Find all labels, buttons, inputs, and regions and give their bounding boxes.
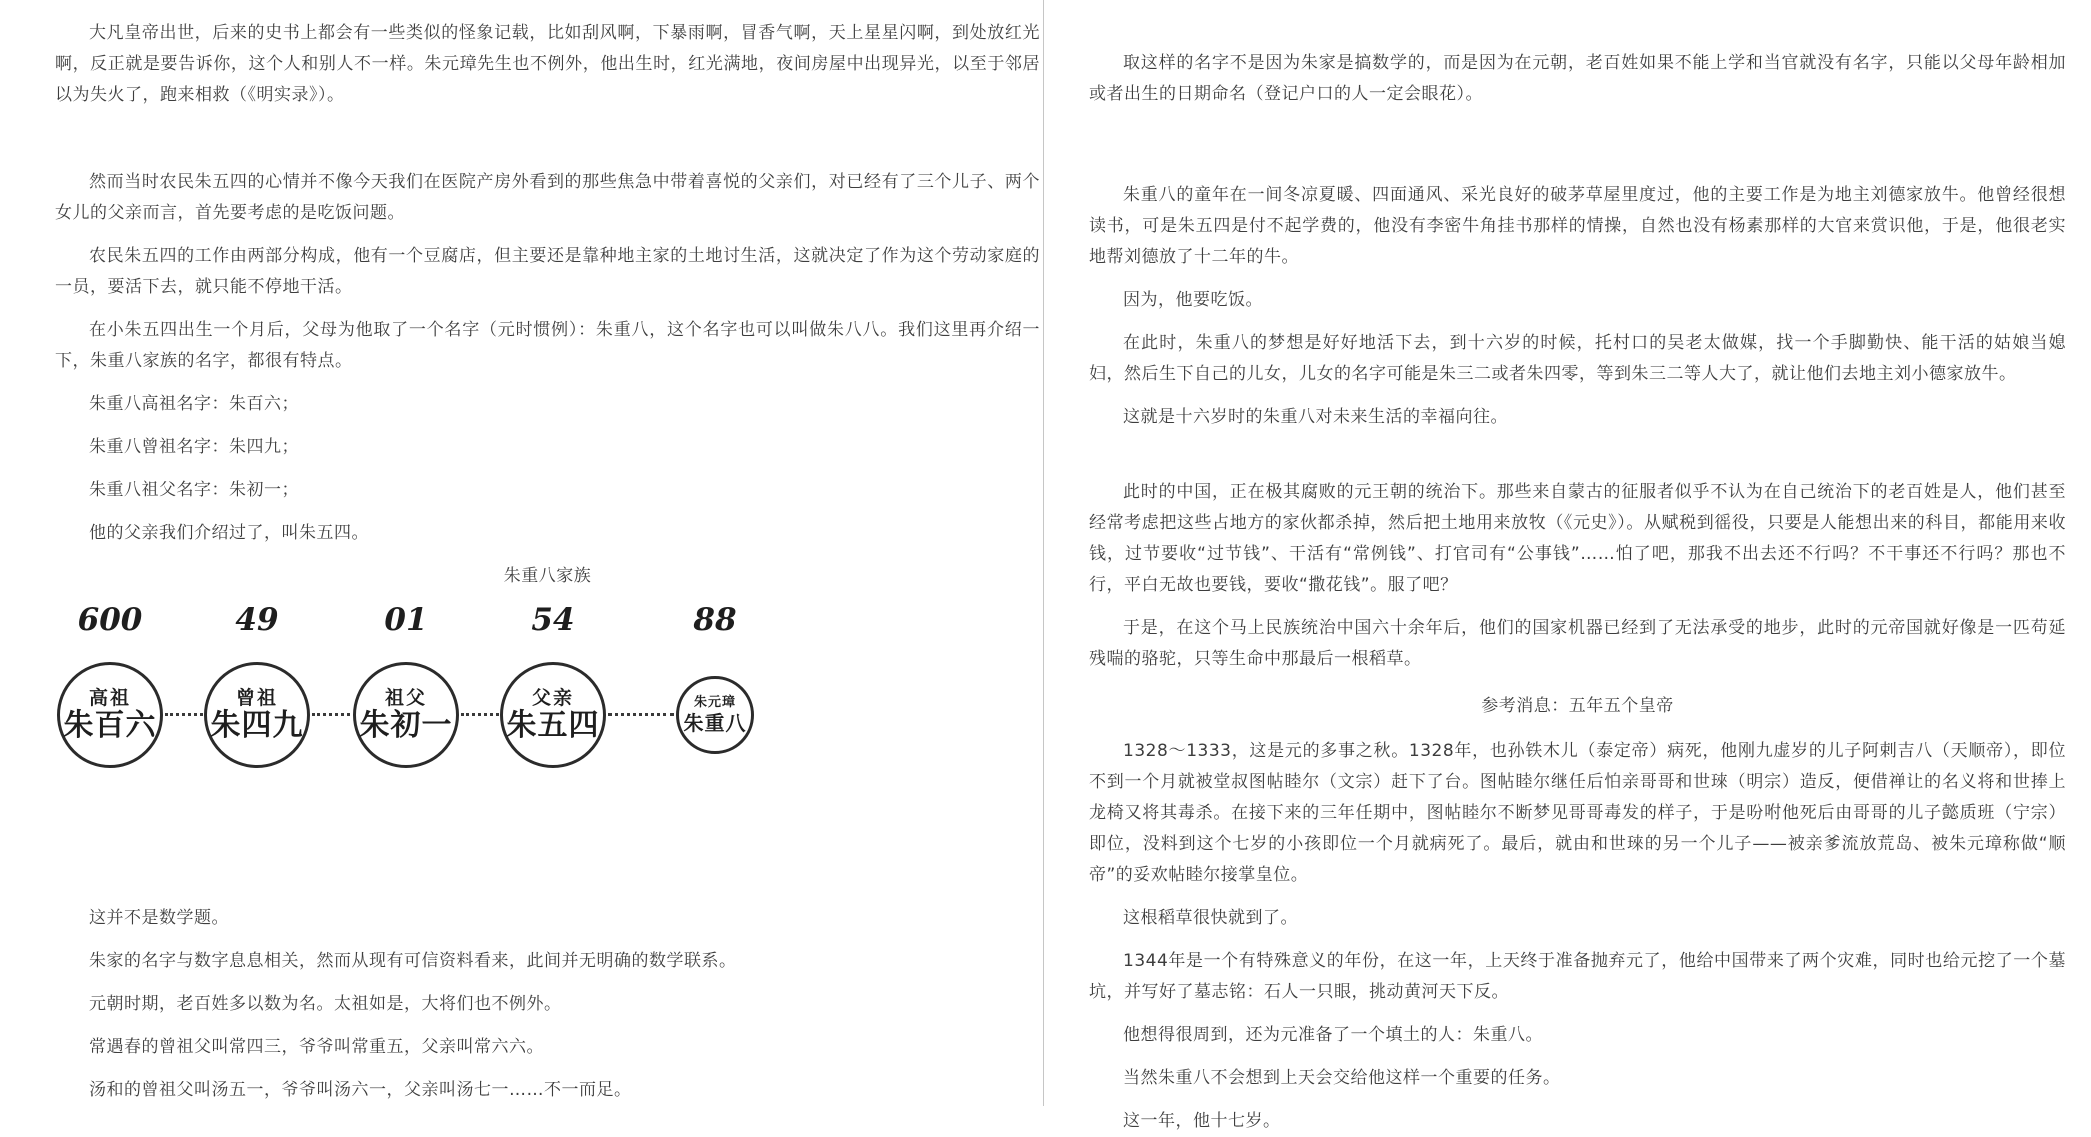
page-left xyxy=(0,0,1043,1106)
paragraph: 于是，在这个马上民族统治中国六十余年后，他们的国家机器已经到了无法承受的地步，此时的元帝国就好像是一匹苟延残喘的骆驼，只等生命中那最后一根稻草。 xyxy=(1089,618,2066,669)
section-heading: 参考消息：五年五个皇帝 xyxy=(1481,696,1674,716)
tree-node-name: 朱四九 xyxy=(210,708,304,743)
paragraph: 这一年，他十七岁。 xyxy=(1123,1111,1281,1131)
tree-connector xyxy=(312,713,350,716)
tree-connector xyxy=(165,713,203,716)
paragraph: 元朝时期，老百姓多以数为名。太祖如是，大将们也不例外。 xyxy=(89,994,562,1014)
tree-node-circle xyxy=(204,662,310,768)
paragraph: 因为，他要吃饭。 xyxy=(1123,290,1263,310)
paragraph: 在小朱五四出生一个月后，父母为他取了一个名字（元时惯例）：朱重八，这个名字也可以叫做朱八八。我们这里再介绍一下，朱重八家族的名字，都很有特点。 xyxy=(55,320,1040,371)
paragraph: 这并不是数学题。 xyxy=(89,908,229,928)
tree-node-number: 01 xyxy=(384,602,428,638)
paragraph: 他想得很周到，还为元准备了一个填土的人：朱重八。 xyxy=(1123,1025,1543,1045)
paragraph: 这根稻草很快就到了。 xyxy=(1123,908,1298,928)
tree-connector xyxy=(608,713,674,716)
tree-node-name: 朱五四 xyxy=(506,708,600,743)
tree-node-role: 祖父 xyxy=(384,687,427,709)
paragraph: 1328～1333，这是元的多事之秋。1328年，也孙铁木儿（泰定帝）病死，他刚九虚岁的儿子阿剌吉八（天顺帝），即位不到一个月就被堂叔图帖睦尔（文宗）赶下了台。图帖睦尔继任后怕亲哥哥和世琜（明宗）造反，便借禅让的名义将和世捧上龙椅又将其毒杀。在接下来的三年任期中，图帖睦尔不断梦见哥哥毒发的样子，于是吩咐他死后由哥哥的儿子懿质班（宁宗）即位，没料到这个七岁的小孩即位一个月就病死了。最后，就由和世琜的另一个儿子——被亲爹流放荒岛、被朱元璋称做“顺帝”的妥欢帖睦尔接掌皇位。 xyxy=(1089,741,2066,885)
family-tree-title: 朱重八家族 xyxy=(503,566,592,586)
tree-node-name: 朱重八 xyxy=(683,711,747,735)
paragraph: 农民朱五四的工作由两部分构成，他有一个豆腐店，但主要还是靠种地主家的土地讨生活，这就决定了作为这个劳动家庭的一员，要活下去，就只能不停地干活。 xyxy=(55,246,1040,297)
paragraph: 大凡皇帝出世，后来的史书上都会有一些类似的怪象记载，比如刮风啊，下暴雨啊，冒香气啊，天上星星闪啊，到处放红光啊，反正就是要告诉你，这个人和别人不一样。朱元璋先生也不例外，他出生时，红光满地，夜间房屋中出现异光，以至于邻居以为失火了，跑来相救（《明实录》）。 xyxy=(55,23,1040,105)
paragraph: 在此时，朱重八的梦想是好好地活下去，到十六岁的时候，托村口的吴老太做媒，找一个手脚勤快、能干活的姑娘当媳妇，然后生下自己的儿女，儿女的名字可能是朱三二或者朱四零，等到朱三二等人大了，就让他们去地主刘小德家放牛。 xyxy=(1089,333,2066,384)
tree-node-name: 朱初一 xyxy=(359,708,453,743)
paragraph: 当然朱重八不会想到上天会交给他这样一个重要的任务。 xyxy=(1123,1068,1561,1088)
name-list-item: 朱重八祖父名字：朱初一； xyxy=(89,480,299,500)
paragraph: 朱家的名字与数字息息相关，然而从现有可信资料看来，此间并无明确的数学联系。 xyxy=(89,951,737,971)
tree-node-name: 朱百六 xyxy=(63,708,157,743)
paragraph: 此时的中国，正在极其腐败的元王朝的统治下。那些来自蒙古的征服者似乎不认为在自己统治下的老百姓是人，他们甚至经常考虑把这些占地方的家伙都杀掉，然后把土地用来放牧（《元史》）。从赋税到徭役，只要是人能想出来的科目，都能用来收钱，过节要收“过节钱”、干活有“常例钱”、打官司有“公事钱”……怕了吧，那我不出去还不行吗？不干事还不行吗？那也不行，平白无故也要钱，要收“撒花钱”。服了吧？ xyxy=(1089,482,2066,595)
page-right xyxy=(1044,0,2091,1131)
tree-node-circle xyxy=(676,676,754,754)
tree-node-circle xyxy=(353,662,459,768)
tree-node-number: 54 xyxy=(531,602,575,638)
name-list-item: 他的父亲我们介绍过了，叫朱五四。 xyxy=(89,523,369,543)
tree-node-number: 600 xyxy=(77,602,143,638)
tree-node-role: 高祖 xyxy=(88,687,131,709)
tree-node-number: 49 xyxy=(235,602,279,638)
tree-connector xyxy=(461,713,499,716)
tree-node-circle xyxy=(57,662,163,768)
name-list-item: 朱重八高祖名字：朱百六； xyxy=(89,394,299,414)
family-tree-diagram xyxy=(55,600,1040,835)
paragraph: 1344年是一个有特殊意义的年份，在这一年，上天终于准备抛弃元了，他给中国带来了两个灾难，同时也给元挖了一个墓坑，并写好了墓志铭：石人一只眼，挑动黄河天下反。 xyxy=(1089,951,2066,1002)
paragraph: 这就是十六岁时的朱重八对未来生活的幸福向往。 xyxy=(1123,407,1508,427)
name-list-item: 朱重八曾祖名字：朱四九； xyxy=(89,437,299,457)
paragraph: 朱重八的童年在一间冬凉夏暖、四面通风、采光良好的破茅草屋里度过，他的主要工作是为地主刘德家放牛。他曾经很想读书，可是朱五四是付不起学费的，他没有李密牛角挂书那样的情操，自然也没有杨素那样的大官来赏识他，于是，他很老实地帮刘德放了十二年的牛。 xyxy=(1089,185,2066,267)
tree-node-number: 88 xyxy=(693,602,737,638)
tree-node-role: 曾祖 xyxy=(235,687,278,709)
paragraph: 取这样的名字不是因为朱家是搞数学的，而是因为在元朝，老百姓如果不能上学和当官就没有名字，只能以父母年龄相加或者出生的日期命名（登记户口的人一定会眼花）。 xyxy=(1089,53,2066,104)
paragraph: 常遇春的曾祖父叫常四三，爷爷叫常重五，父亲叫常六六。 xyxy=(89,1037,544,1057)
tree-node-role: 朱元璋 xyxy=(693,695,736,710)
tree-node-role: 父亲 xyxy=(531,687,574,709)
paragraph: 然而当时农民朱五四的心情并不像今天我们在医院产房外看到的那些焦急中带着喜悦的父亲们，对已经有了三个儿子、两个女儿的父亲而言，首先要考虑的是吃饭问题。 xyxy=(55,172,1040,223)
tree-node-circle xyxy=(500,662,606,768)
paragraph: 汤和的曾祖父叫汤五一，爷爷叫汤六一，父亲叫汤七一……不一而足。 xyxy=(89,1080,632,1100)
